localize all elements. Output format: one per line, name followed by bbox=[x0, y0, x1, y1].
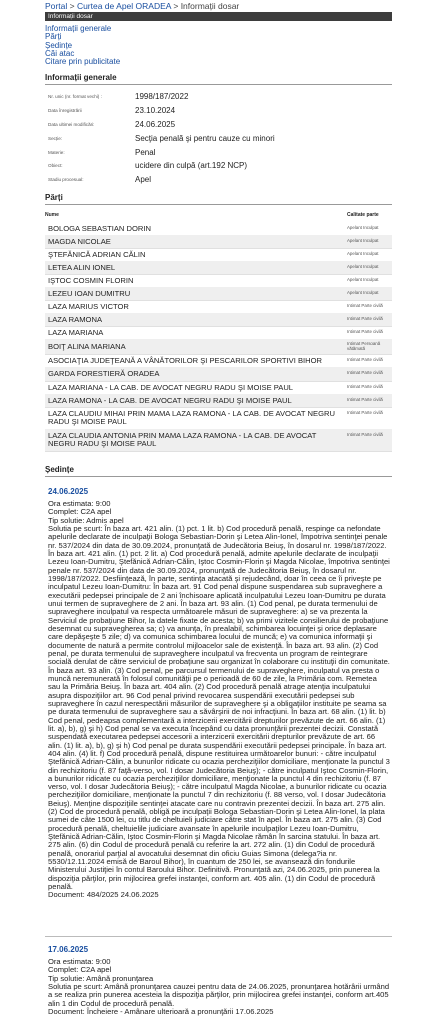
info-value: 1998/187/2022 bbox=[135, 92, 189, 101]
session-solution-type: Tip solutie: Amână pronunţarea bbox=[48, 973, 154, 983]
toc-link-appeals[interactable]: Căi atac bbox=[45, 48, 75, 58]
info-label: Data ultimei modificări: bbox=[48, 122, 95, 127]
party-name: LAZA RAMONA - LA CAB. DE AVOCAT NEGRU RADU ŞI MOISE PAUL bbox=[48, 396, 292, 405]
session-divider bbox=[45, 936, 392, 937]
party-role: Apelant Inculpat bbox=[347, 277, 379, 282]
toc-link-publicity[interactable]: Citare prin publicitate bbox=[45, 57, 121, 67]
table-row bbox=[45, 287, 392, 301]
party-role: Intimat Parte civilă bbox=[347, 316, 383, 321]
session-estimated-time: Ora estimata: 9:00 bbox=[48, 957, 111, 966]
info-value: Apel bbox=[135, 175, 152, 184]
info-value: Penal bbox=[135, 148, 156, 157]
toc-link-sessions[interactable]: Ședințe bbox=[45, 40, 73, 50]
table-row bbox=[45, 261, 392, 275]
parties-header-row bbox=[45, 212, 392, 218]
party-role: Apelant Inculpat bbox=[347, 225, 379, 230]
table-of-contents bbox=[45, 25, 120, 66]
info-label: Obiect: bbox=[48, 163, 63, 168]
info-label: Data înregistrării bbox=[48, 108, 82, 113]
session-solution-type: Tip solutie: Admis apel bbox=[48, 515, 124, 525]
toc-link-general[interactable]: Informații generale bbox=[45, 24, 112, 33]
info-value: Secţia penală şi pentru cauze cu minori bbox=[135, 134, 275, 143]
toc-link-parties[interactable]: Părți bbox=[45, 32, 62, 42]
info-label: Stadiu procesual: bbox=[48, 177, 84, 182]
session-details bbox=[48, 958, 391, 1016]
party-name: IŞTOC COSMIN FLORIN bbox=[48, 276, 134, 285]
session-date[interactable]: 24.06.2025 bbox=[48, 487, 89, 496]
session-document: Document: 484/2025 24.06.2025 bbox=[48, 890, 159, 900]
party-name: LAZA CLAUDIA ANTONIA PRIN MAMA LAZA RAMONA - LA CAB. DE AVOCAT NEGRU RADU ŞI MOISE PAUL bbox=[48, 431, 317, 448]
breadcrumb-separator: > bbox=[173, 1, 179, 11]
table-row bbox=[45, 235, 392, 249]
breadcrumb-court-link[interactable]: Curtea de Apel ORADEA bbox=[76, 1, 171, 11]
party-name: MAGDA NICOLAE bbox=[48, 237, 111, 246]
col-header-role: Calitate parte bbox=[347, 212, 379, 218]
info-label: Materie: bbox=[48, 150, 65, 155]
party-name: LAZA CLAUDIU MIHAI PRIN MAMA LAZA RAMONA - LA CAB. DE AVOCAT NEGRU RADU ŞI MOISE PAUL bbox=[48, 409, 335, 426]
party-role: Intimat Persoană vătămată bbox=[347, 341, 381, 351]
table-row bbox=[45, 394, 392, 408]
session-date[interactable]: 17.06.2025 bbox=[48, 945, 89, 954]
info-value: ucidere din culpă (art.192 NCP) bbox=[135, 161, 248, 170]
table-row bbox=[45, 429, 392, 452]
table-row bbox=[45, 339, 392, 355]
party-name: ASOCIAŢIA JUDEŢEANĂ A VÂNĂTORILOR ŞI PESCARILOR SPORTIVI BIHOR bbox=[48, 356, 323, 365]
party-role: Intimat Parte civilă bbox=[347, 370, 383, 375]
session-solution-text: Solutia pe scurt: Amână pronunţarea cauzei pentru data de 24.06.2025, pronunţarea hotărârii urmând a se realiza prin punerea acesteia la dispoziţia părţilor, prin mijlocirea grefei instanţei, conform art.405 alin 1 din Codul de procedură penală. bbox=[48, 981, 390, 1008]
party-name: LAZA MARIANA bbox=[48, 328, 104, 337]
party-name: GARDA FORESTIERĂ ORADEA bbox=[48, 369, 160, 378]
info-label: Nr. unic (nr. format vechi) : bbox=[48, 94, 102, 99]
party-name: LETEA ALIN IONEL bbox=[48, 263, 116, 272]
session-solution-text: Solutia pe scurt: În baza art. 421 alin. (1) pct. 1 lit. b) Cod procedură penală, respinge ca nefondate apelurile declarate de inculpaţii Bologa Sebastian-Dorin şi Letea Alin-Ionel, împotriva sentinţei penale nr. 537/2024 din data de 30.09.2024, pronunţată de Judecătoria Beiuş, în dosarul nr. 1998/187/2022. În baza art. 421 alin. (1) pct. 2 lit. a) Cod procedură penală, admite apelurile declarate de inculpaţii Lezeu Ioan-Dumitru, Ştefănică Adrian-Călin, Iştoc Cosmin-Florin şi Magda Nicolae, împotriva sentinţei penale nr. 537/2024 din data de 30.09.2024, pronunţată de Judecătoria Beiuş, în dosarul nr. 1998/187/2022. Desfiinţează, în parte, sentinţa atacată şi rejudecând, doar în ceea ce îi priveşte pe inculpatul Lezeu Ioan-Dumitru: În baza art. 91 Cod penal dispune suspendarea sub supraveghere a executării pedepsei principale de 2 ani închisoare aplicată inculpatului Lezeu Ioan-Dumitru pe durata unui termen de supraveghere de 2 ani. În baza art. 93 alin. (1) Cod penal, pe durata termenului de supraveghere inculpatul va respecta următoarele măsuri de supraveghere: a) se va prezenta la Serviciul de probaţiune Bihor, la datele fixate de acesta; b) va primi vizitele consilierului de probaţiune desemnat cu supravegherea sa; c) va anunţa, în prealabil, schimbarea locuinţei şi orice deplasare care depăşeşte 5 zile; d) va comunica schimbarea locului de muncă; e) va comunica informaţii şi documente de natură a permite controlul mijloacelor sale de existenţă. În baza art. 93 alin. (2) Cod penal, pe durata termenului de supraveghere inculpatul va frecventa un program de reintegrare socială derulat de către serviciul de probaţiune sau organizat în colaborare cu instituţii din comunitate. În baza art. 93 alin. (3) Cod penal, pe parcursul termenului de supraveghere, inculpatul va presta o muncă neremunerată în folosul comunităţii pe o perioadă de 60 de zile, la Primăria com. Remetea sau la Primăria Beiuş. În baza art. 404 alin. (2) Cod procedură penală atrage atenţia inculpatului asupra dispoziţiilor art. 96 Cod penal privind revocarea suspendării executării pedepsei sub supraveghere în cazul nerespectării măsurilor de supraveghere şi a obligaţiilor instituite pe seama sa pe durata termenului de supraveghere sau a săvârşirii de noi infracţiuni. În baza art. 68 alin. (1) lit. b) Cod penal, pedeapsa complementară a interzicerii exercitării drepturilor prevăzute de art. 66 alin. (1) lit. a), b), g) şi h) Cod penal se va executa începând cu data pronunţării prezentei decizii. Constată suspendată executarea pedepsei accesorii a interzicerii exercitării drepturilor prevăzute de art. 66 alin. (1) lit. a), b), g) şi h) Cod penal pe durata suspendării executării pedepsei principale. În baza art. 404 alin. (4) lit. f) Cod procedură penală, dispune restituirea următoarelor bunuri: - către inculpatul Ştefănică Adrian-Călin, a bunurilor ridicate cu ocazia percheziţiilor domiciliare, menţionate la punctul 3 din rechizitoriu (f. 87 faţă-verso, vol. I dosar Judecătoria Beiuş); - către inculpatul Iştoc Cosmin-Florin, a bunurilor ridicate cu ocazia percheziţiilor domiciliare, menţionate la punctul 4 din rechizitoriu (f. 87 verso, vol. I dosar Judecătoria Beiuş); - către inculpatul Magda Nicolae, a bunurilor ridicate cu ocazia percheziţiilor domiciliare, menţionate la punctul 7 din rechizitoriu (f. 88 verso, vol. I dosar Judecătoria Beiuş). Menţine dispoziţiile sentinţei atacate care nu contravin prezentei decizii. În baza art. 275 alin. (2) Cod de procedură penală, obligă pe inculpaţii Bologa Sebastian-Dorin şi Letea Alin-Ionel, la plata sumei de câte 1500 lei, cu titlu de cheltuieli judiciare către stat în apel. În baza art. 275 alin. (3) Cod procedură penală, cheltuielile judiciare avansate în apelurile inculpaţilor Lezeu Ioan-Dumitru, Ştefănică Adrian-Călin, Iştoc Cosmin-Florin şi Magda Nicolae rămân în sarcina statului. În baza art. 275 alin. (6) din Codul de procedură penală cu referire la art. 272 alin. (1) din Codul de procedură penală, onorariul parţial al avocatului desemnat din oficiu Guias Simona (delega?ia nr. 5530/12.11.2024 emisă de Baroul Bihor), în cuantum de 250 lei, se avansează din fondurile Ministerului Justiţiei în contul Baroului Bihor. Definitivă. Pronunţată azi, 24.06.2025, prin punerea la dispoziţia părţilor, prin mijlocirea grefei instanţei, conform art. 405 alin. (1) din Codul de procedură penală. bbox=[48, 523, 390, 892]
parties-title: Părți bbox=[45, 193, 392, 205]
session-estimated-time: Ora estimata: 9:00 bbox=[48, 499, 111, 508]
table-row bbox=[45, 381, 392, 395]
info-value: 23.10.2024 bbox=[135, 106, 176, 115]
breadcrumb-current: Informații dosar bbox=[180, 1, 240, 11]
party-role: Intimat Parte civilă bbox=[347, 432, 383, 437]
party-role: Intimat Parte civilă bbox=[347, 397, 383, 402]
general-info-title: Informații generale bbox=[45, 73, 392, 85]
party-name: LAZA MARIUS VICTOR bbox=[48, 302, 129, 311]
col-header-name: Nume bbox=[45, 212, 59, 218]
party-role: Intimat Parte civilă bbox=[347, 357, 383, 362]
party-name: BOIŢ ALINA MARIANA bbox=[48, 342, 126, 351]
party-name: LAZA RAMONA bbox=[48, 315, 103, 324]
table-row bbox=[45, 326, 392, 340]
table-row bbox=[45, 222, 392, 236]
party-name: ŞTEFĂNICĂ ADRIAN CĂLIN bbox=[48, 250, 146, 259]
table-row bbox=[45, 274, 392, 288]
party-role: Intimat Parte civilă bbox=[347, 410, 383, 415]
party-role: Apelant Inculpat bbox=[347, 238, 379, 243]
party-name: LAZA MARIANA - LA CAB. DE AVOCAT NEGRU RADU ŞI MOISE PAUL bbox=[48, 383, 294, 392]
breadcrumb-separator: > bbox=[69, 1, 75, 11]
party-name: BOLOGA SEBASTIAN DORIN bbox=[48, 224, 151, 233]
table-row bbox=[45, 313, 392, 327]
session-panel: Complet: C2A apel bbox=[48, 965, 112, 975]
table-row bbox=[45, 248, 392, 262]
sessions-title: Ședințe bbox=[45, 465, 392, 477]
table-row bbox=[45, 367, 392, 382]
party-role: Intimat Parte civilă bbox=[347, 329, 383, 334]
session-details bbox=[48, 500, 391, 900]
info-value: 24.06.2025 bbox=[135, 120, 176, 129]
party-role: Apelant Inculpat bbox=[347, 290, 379, 295]
breadcrumb bbox=[45, 1, 239, 11]
session-panel: Complet: C2A apel bbox=[48, 507, 112, 517]
party-role: Intimat Parte civilă bbox=[347, 384, 383, 389]
table-row bbox=[45, 300, 392, 314]
section-header-bar: Informații dosar bbox=[45, 12, 392, 21]
session-document: Document: Încheiere - Amânare ulterioară a pronunţării 17.06.2025 bbox=[48, 1006, 274, 1016]
party-role: Apelant Inculpat bbox=[347, 264, 379, 269]
party-name: LEZEU IOAN DUMITRU bbox=[48, 289, 131, 298]
party-role: Apelant Inculpat bbox=[347, 251, 379, 256]
party-role: Intimat Parte civilă bbox=[347, 303, 383, 308]
table-row bbox=[45, 407, 392, 430]
table-row bbox=[45, 354, 392, 368]
info-label: Secție: bbox=[48, 136, 63, 141]
breadcrumb-portal-link[interactable]: Portal bbox=[45, 1, 68, 11]
